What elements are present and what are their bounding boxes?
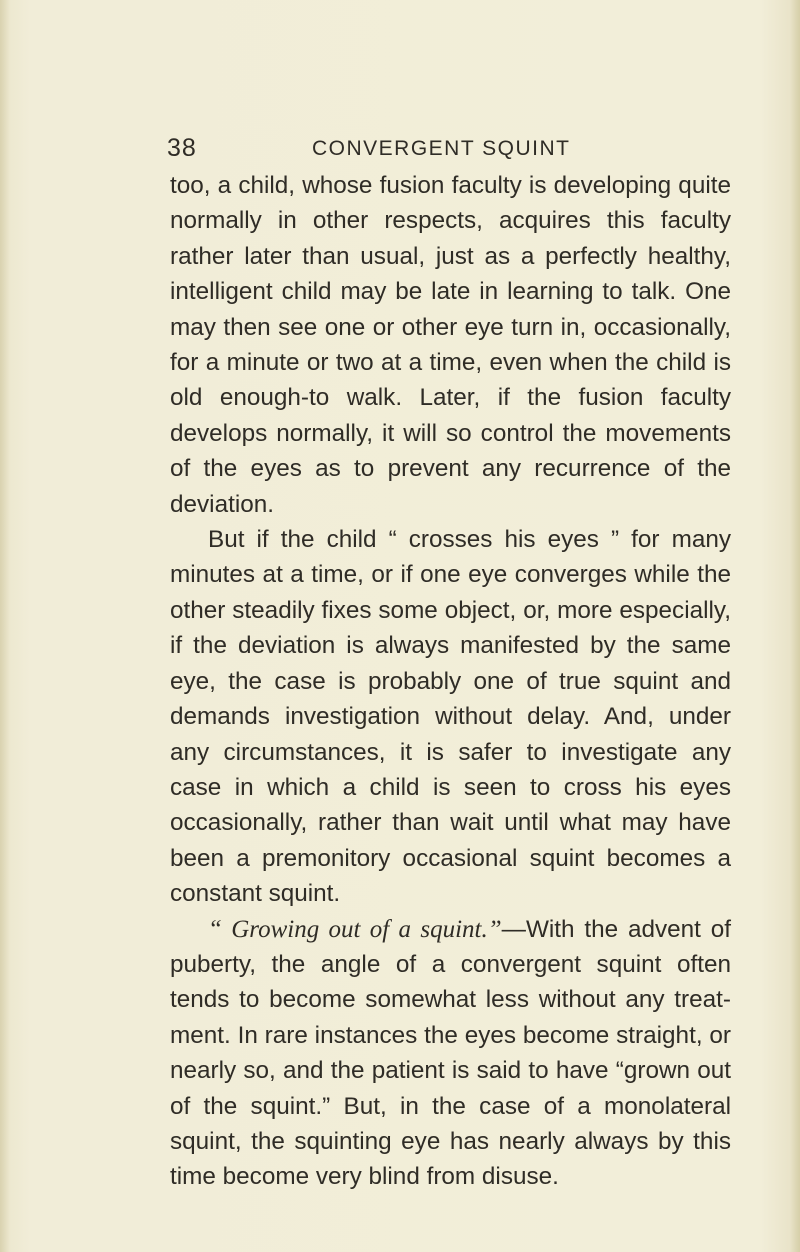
page-number: 38 bbox=[167, 134, 197, 162]
paragraph-3-text: —With the advent of puberty, the angle of a convergent squint often tends to become somewhat less without any treat-ment. In rare instances the eyes become straight, or nearly so, and the patient is said to have “grown out of the squint.” But, in the case of a monolateral squint, the squinting eye has nearly always by this time become very blind from disuse. bbox=[170, 915, 731, 1191]
section-heading-growing-out: “ Growing out of a squint.” bbox=[208, 915, 502, 943]
page-left-edge bbox=[0, 0, 10, 1252]
paragraph-3 bbox=[170, 912, 731, 1195]
running-title: CONVERGENT SQUINT bbox=[312, 137, 571, 160]
page-header bbox=[167, 133, 727, 163]
paragraph-1: too, a child, whose fusion faculty is developing quite normally in other respects, acquires this faculty rather later than usual, just as a perfectly healthy, intelligent child may be late in learning to talk. One may then see one or other eye turn in, occasionally, for a minute or two at a time, even when the child is old enough-to walk. Later, if the fusion faculty develops normally, it will so control the movements of the eyes as to prevent any recurrence of the deviation. bbox=[170, 172, 731, 518]
page-right-edge bbox=[790, 0, 800, 1252]
body-text bbox=[170, 168, 731, 1195]
paragraph-2: But if the child “ crosses his eyes ” for many minutes at a time, or if one eye converges while the other steadily fixes some object, or, more especially, if the deviation is always manifested by the same eye, the case is probably one of true squint and demands investigation without delay. And, under any circumstances, it is safer to investigate any case in which a child is seen to cross his eyes occasionally, rather than wait until what may have been a premonitory occasional squint becomes a constant squint. bbox=[170, 526, 731, 908]
